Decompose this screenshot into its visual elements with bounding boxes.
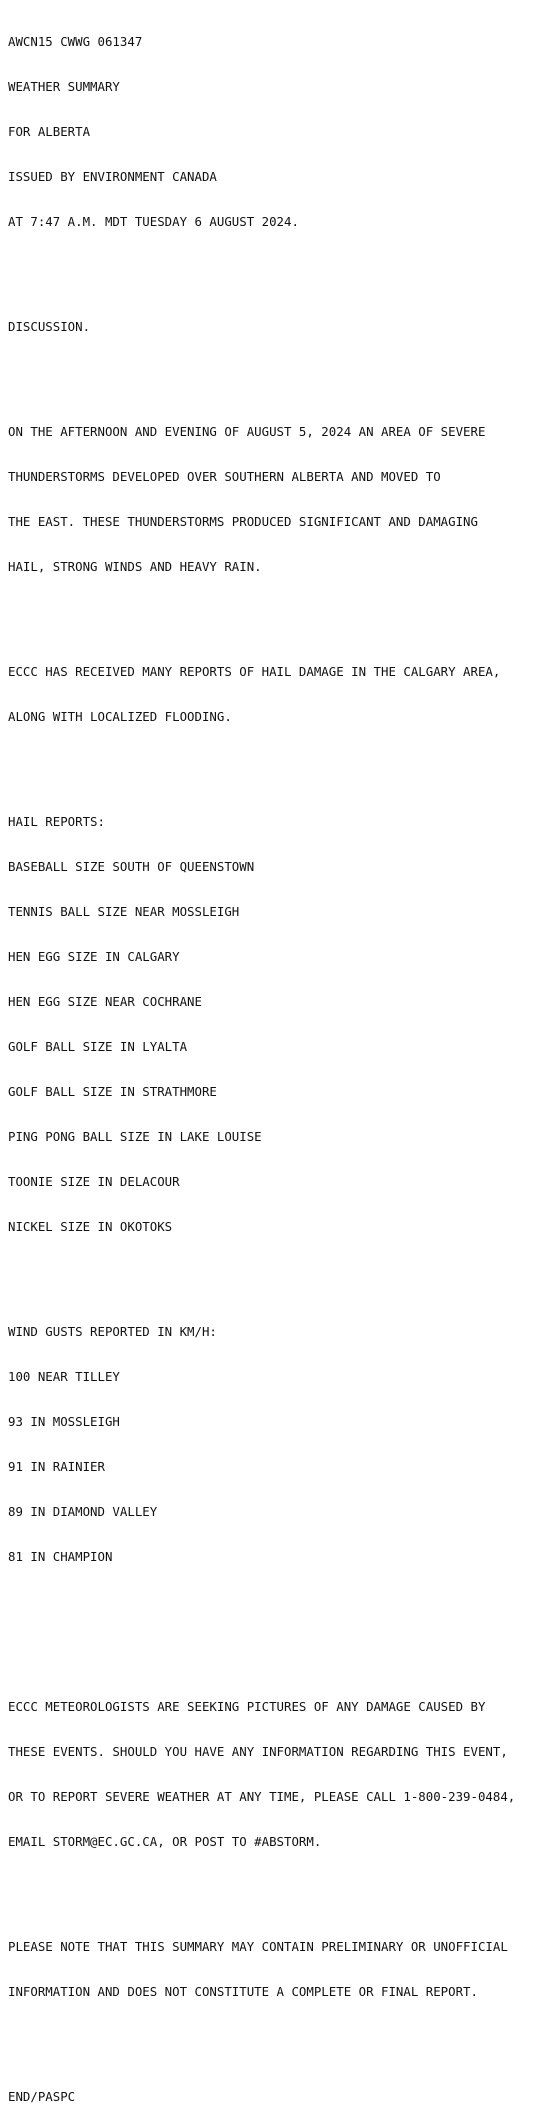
spacer xyxy=(8,1594,560,1609)
spacer xyxy=(8,364,560,379)
hail-report-item: GOLF BALL SIZE IN LYALTA xyxy=(8,1039,188,1054)
hail-report-item: TENNIS BALL SIZE NEAR MOSSLEIGH xyxy=(8,904,240,919)
closing-line: OR TO REPORT SEVERE WEATHER AT ANY TIME, PLEASE CALL 1-800-239-0484, xyxy=(8,1789,516,1804)
spacer xyxy=(8,1639,560,1654)
bulletin-issuer: ISSUED BY ENVIRONMENT CANADA xyxy=(8,169,217,184)
spacer xyxy=(8,259,560,274)
discussion-line: ECCC HAS RECEIVED MANY REPORTS OF HAIL DAMAGE IN THE CALGARY AREA, xyxy=(8,664,501,679)
hail-report-item: NICKEL SIZE IN OKOTOKS xyxy=(8,1219,173,1234)
hail-reports-heading: HAIL REPORTS: xyxy=(8,814,105,829)
product-id: AWCN15 CWWG 061347 xyxy=(8,34,143,49)
hail-report-item: PING PONG BALL SIZE IN LAKE LOUISE xyxy=(8,1129,262,1144)
closing-line: EMAIL STORM@EC.GC.CA, OR POST TO #ABSTORM. xyxy=(8,1834,322,1849)
wind-gust-item: 93 IN MOSSLEIGH xyxy=(8,1414,120,1429)
bulletin-region: FOR ALBERTA xyxy=(8,124,91,139)
wind-gust-item: 81 IN CHAMPION xyxy=(8,1549,113,1564)
discussion-line: THUNDERSTORMS DEVELOPED OVER SOUTHERN ALBERTA AND MOVED TO xyxy=(8,469,441,484)
spacer xyxy=(8,1879,560,1894)
hail-report-item: HEN EGG SIZE IN CALGARY xyxy=(8,949,180,964)
spacer xyxy=(8,2029,560,2044)
closing-line: ECCC METEOROLOGISTS ARE SEEKING PICTURES OF ANY DAMAGE CAUSED BY xyxy=(8,1699,486,1714)
end-marker: END/PASPC xyxy=(8,2089,76,2104)
wind-gust-item: 100 NEAR TILLEY xyxy=(8,1369,120,1384)
discussion-line: THE EAST. THESE THUNDERSTORMS PRODUCED SIGNIFICANT AND DAMAGING xyxy=(8,514,478,529)
disclaimer-line: PLEASE NOTE THAT THIS SUMMARY MAY CONTAIN PRELIMINARY OR UNOFFICIAL xyxy=(8,1939,508,1954)
spacer xyxy=(8,604,560,619)
discussion-line: ALONG WITH LOCALIZED FLOODING. xyxy=(8,709,232,724)
discussion-line: HAIL, STRONG WINDS AND HEAVY RAIN. xyxy=(8,559,262,574)
discussion-line: ON THE AFTERNOON AND EVENING OF AUGUST 5, 2024 AN AREA OF SEVERE xyxy=(8,424,486,439)
wind-gusts-heading: WIND GUSTS REPORTED IN KM/H: xyxy=(8,1324,217,1339)
hail-report-item: TOONIE SIZE IN DELACOUR xyxy=(8,1174,180,1189)
closing-line: THESE EVENTS. SHOULD YOU HAVE ANY INFORMATION REGARDING THIS EVENT, xyxy=(8,1744,508,1759)
discussion-heading: DISCUSSION. xyxy=(8,319,91,334)
issued-time: AT 7:47 A.M. MDT TUESDAY 6 AUGUST 2024. xyxy=(8,214,299,229)
spacer xyxy=(8,754,560,769)
hail-report-item: GOLF BALL SIZE IN STRATHMORE xyxy=(8,1084,217,1099)
disclaimer-line: INFORMATION AND DOES NOT CONSTITUTE A COMPLETE OR FINAL REPORT. xyxy=(8,1984,478,1999)
wind-gust-item: 89 IN DIAMOND VALLEY xyxy=(8,1504,158,1519)
spacer xyxy=(8,1264,560,1279)
bulletin-title: WEATHER SUMMARY xyxy=(8,79,120,94)
hail-report-item: BASEBALL SIZE SOUTH OF QUEENSTOWN xyxy=(8,859,255,874)
wind-gust-item: 91 IN RAINIER xyxy=(8,1459,105,1474)
hail-report-item: HEN EGG SIZE NEAR COCHRANE xyxy=(8,994,202,1009)
